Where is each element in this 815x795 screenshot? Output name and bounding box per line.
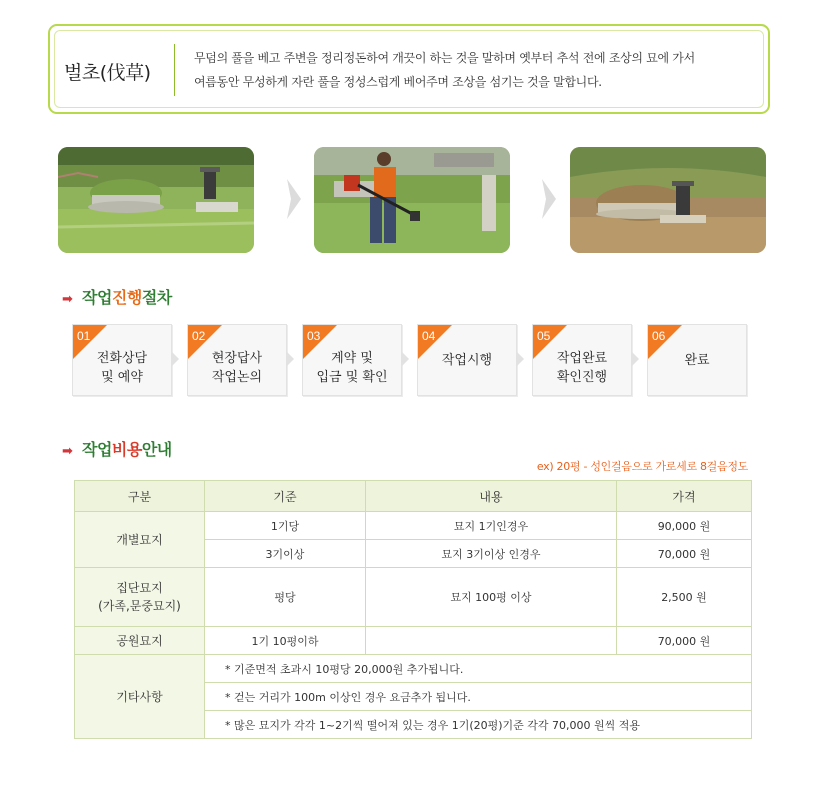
intro-title: 벌초(伐草): [64, 62, 151, 84]
category-group-line2: (가족,문중묘지): [98, 599, 181, 613]
step-label: 작업완료 확인진행: [556, 351, 608, 385]
chevron-right-icon: [542, 179, 556, 219]
step-connector: [517, 352, 524, 366]
step-number: 02: [192, 329, 206, 343]
intro-text: [194, 46, 695, 94]
intro-box: [48, 24, 770, 114]
cost-title-part2: 비용: [111, 440, 142, 459]
basis-cell: 평당: [205, 568, 366, 627]
table-row: [75, 512, 752, 540]
price-cell: 70,000 원: [617, 627, 752, 655]
etc-note-2: * 걷는 거리가 100m 이상인 경우 요금추가 됩니다.: [205, 683, 752, 711]
example-note: ex) 20평 - 성인걸음으로 가로세로 8걸음정도: [536, 460, 748, 473]
content-cell: 묘지 3기이상 인경우: [366, 540, 617, 568]
cost-section-title: [62, 437, 172, 460]
basis-cell: 3기이상: [205, 540, 366, 568]
category-group-line1: 집단묘지: [116, 581, 163, 595]
basis-cell: 1기 10평이하: [205, 627, 366, 655]
step-connector: [172, 352, 179, 366]
etc-note-3: * 많은 묘지가 각각 1~2기씩 떨어져 있는 경우 1기(20평)기준 각각 70,000 원씩 적용: [205, 711, 752, 739]
step-connector: [287, 352, 294, 366]
price-cell: 2,500 원: [617, 568, 752, 627]
table-row: [75, 655, 752, 683]
intro-divider: [174, 44, 175, 96]
step-connector: [632, 352, 639, 366]
chevron-right-icon: [287, 179, 301, 219]
table-row: [75, 568, 752, 627]
photo-after: [570, 147, 766, 253]
content-cell: 묘지 1기인경우: [366, 512, 617, 540]
header-basis: 기준: [205, 481, 366, 512]
process-step-3: [302, 324, 402, 396]
cost-title-part1: 작업: [82, 440, 112, 459]
process-section-title: [62, 285, 172, 308]
category-park: 공원묘지: [75, 627, 205, 655]
photo-before: [58, 147, 254, 253]
step-label: 완료: [684, 353, 710, 368]
basis-cell: 1기당: [205, 512, 366, 540]
process-step-5: [532, 324, 632, 396]
step-label: 현장답사 작업논의: [211, 351, 263, 385]
step-number: 05: [537, 329, 551, 343]
process-step-2: [187, 324, 287, 396]
header-price: 가격: [617, 481, 752, 512]
process-title-part1: 작업: [82, 288, 112, 307]
photo-working: [314, 147, 510, 253]
header-category: 구분: [75, 481, 205, 512]
step-number: 04: [422, 329, 436, 343]
header-content: 내용: [366, 481, 617, 512]
content-cell: [366, 627, 617, 655]
table-header-row: [75, 481, 752, 512]
category-group: [75, 568, 205, 627]
step-number: 01: [77, 329, 91, 343]
price-table: [74, 480, 752, 739]
etc-note-1: * 기준면적 초과시 10평당 20,000원 추가됩니다.: [205, 655, 752, 683]
arrow-bullet-icon: ➡: [62, 444, 73, 459]
category-etc: 기타사항: [75, 655, 205, 739]
content-cell: 묘지 100평 이상: [366, 568, 617, 627]
cost-title-part3: 안내: [141, 440, 172, 459]
intro-line-1: 무덤의 풀을 베고 주변을 정리정돈하여 개끗이 하는 것을 말하며 옛부터 추석 전에 조상의 묘에 가서: [194, 51, 695, 65]
step-connector: [402, 352, 409, 366]
price-cell: 90,000 원: [617, 512, 752, 540]
step-number: 03: [307, 329, 321, 343]
process-step-1: [72, 324, 172, 396]
process-title-part2: 진행: [111, 288, 142, 307]
step-number: 06: [652, 329, 666, 343]
category-individual: 개별묘지: [75, 512, 205, 568]
process-title-part3: 절차: [141, 288, 172, 307]
intro-line-2: 여름동안 무성하게 자란 풀을 정성스럽게 베어주며 조상을 섬기는 것을 말합니다.: [194, 75, 602, 89]
price-cell: 70,000 원: [617, 540, 752, 568]
process-step-6: [647, 324, 747, 396]
arrow-bullet-icon: ➡: [62, 292, 73, 307]
step-label: 계약 및 입금 및 확인: [316, 351, 388, 385]
process-step-4: [417, 324, 517, 396]
step-label: 작업시행: [441, 353, 493, 368]
table-row: [75, 627, 752, 655]
step-label: 전화상담 및 예약: [96, 351, 148, 385]
